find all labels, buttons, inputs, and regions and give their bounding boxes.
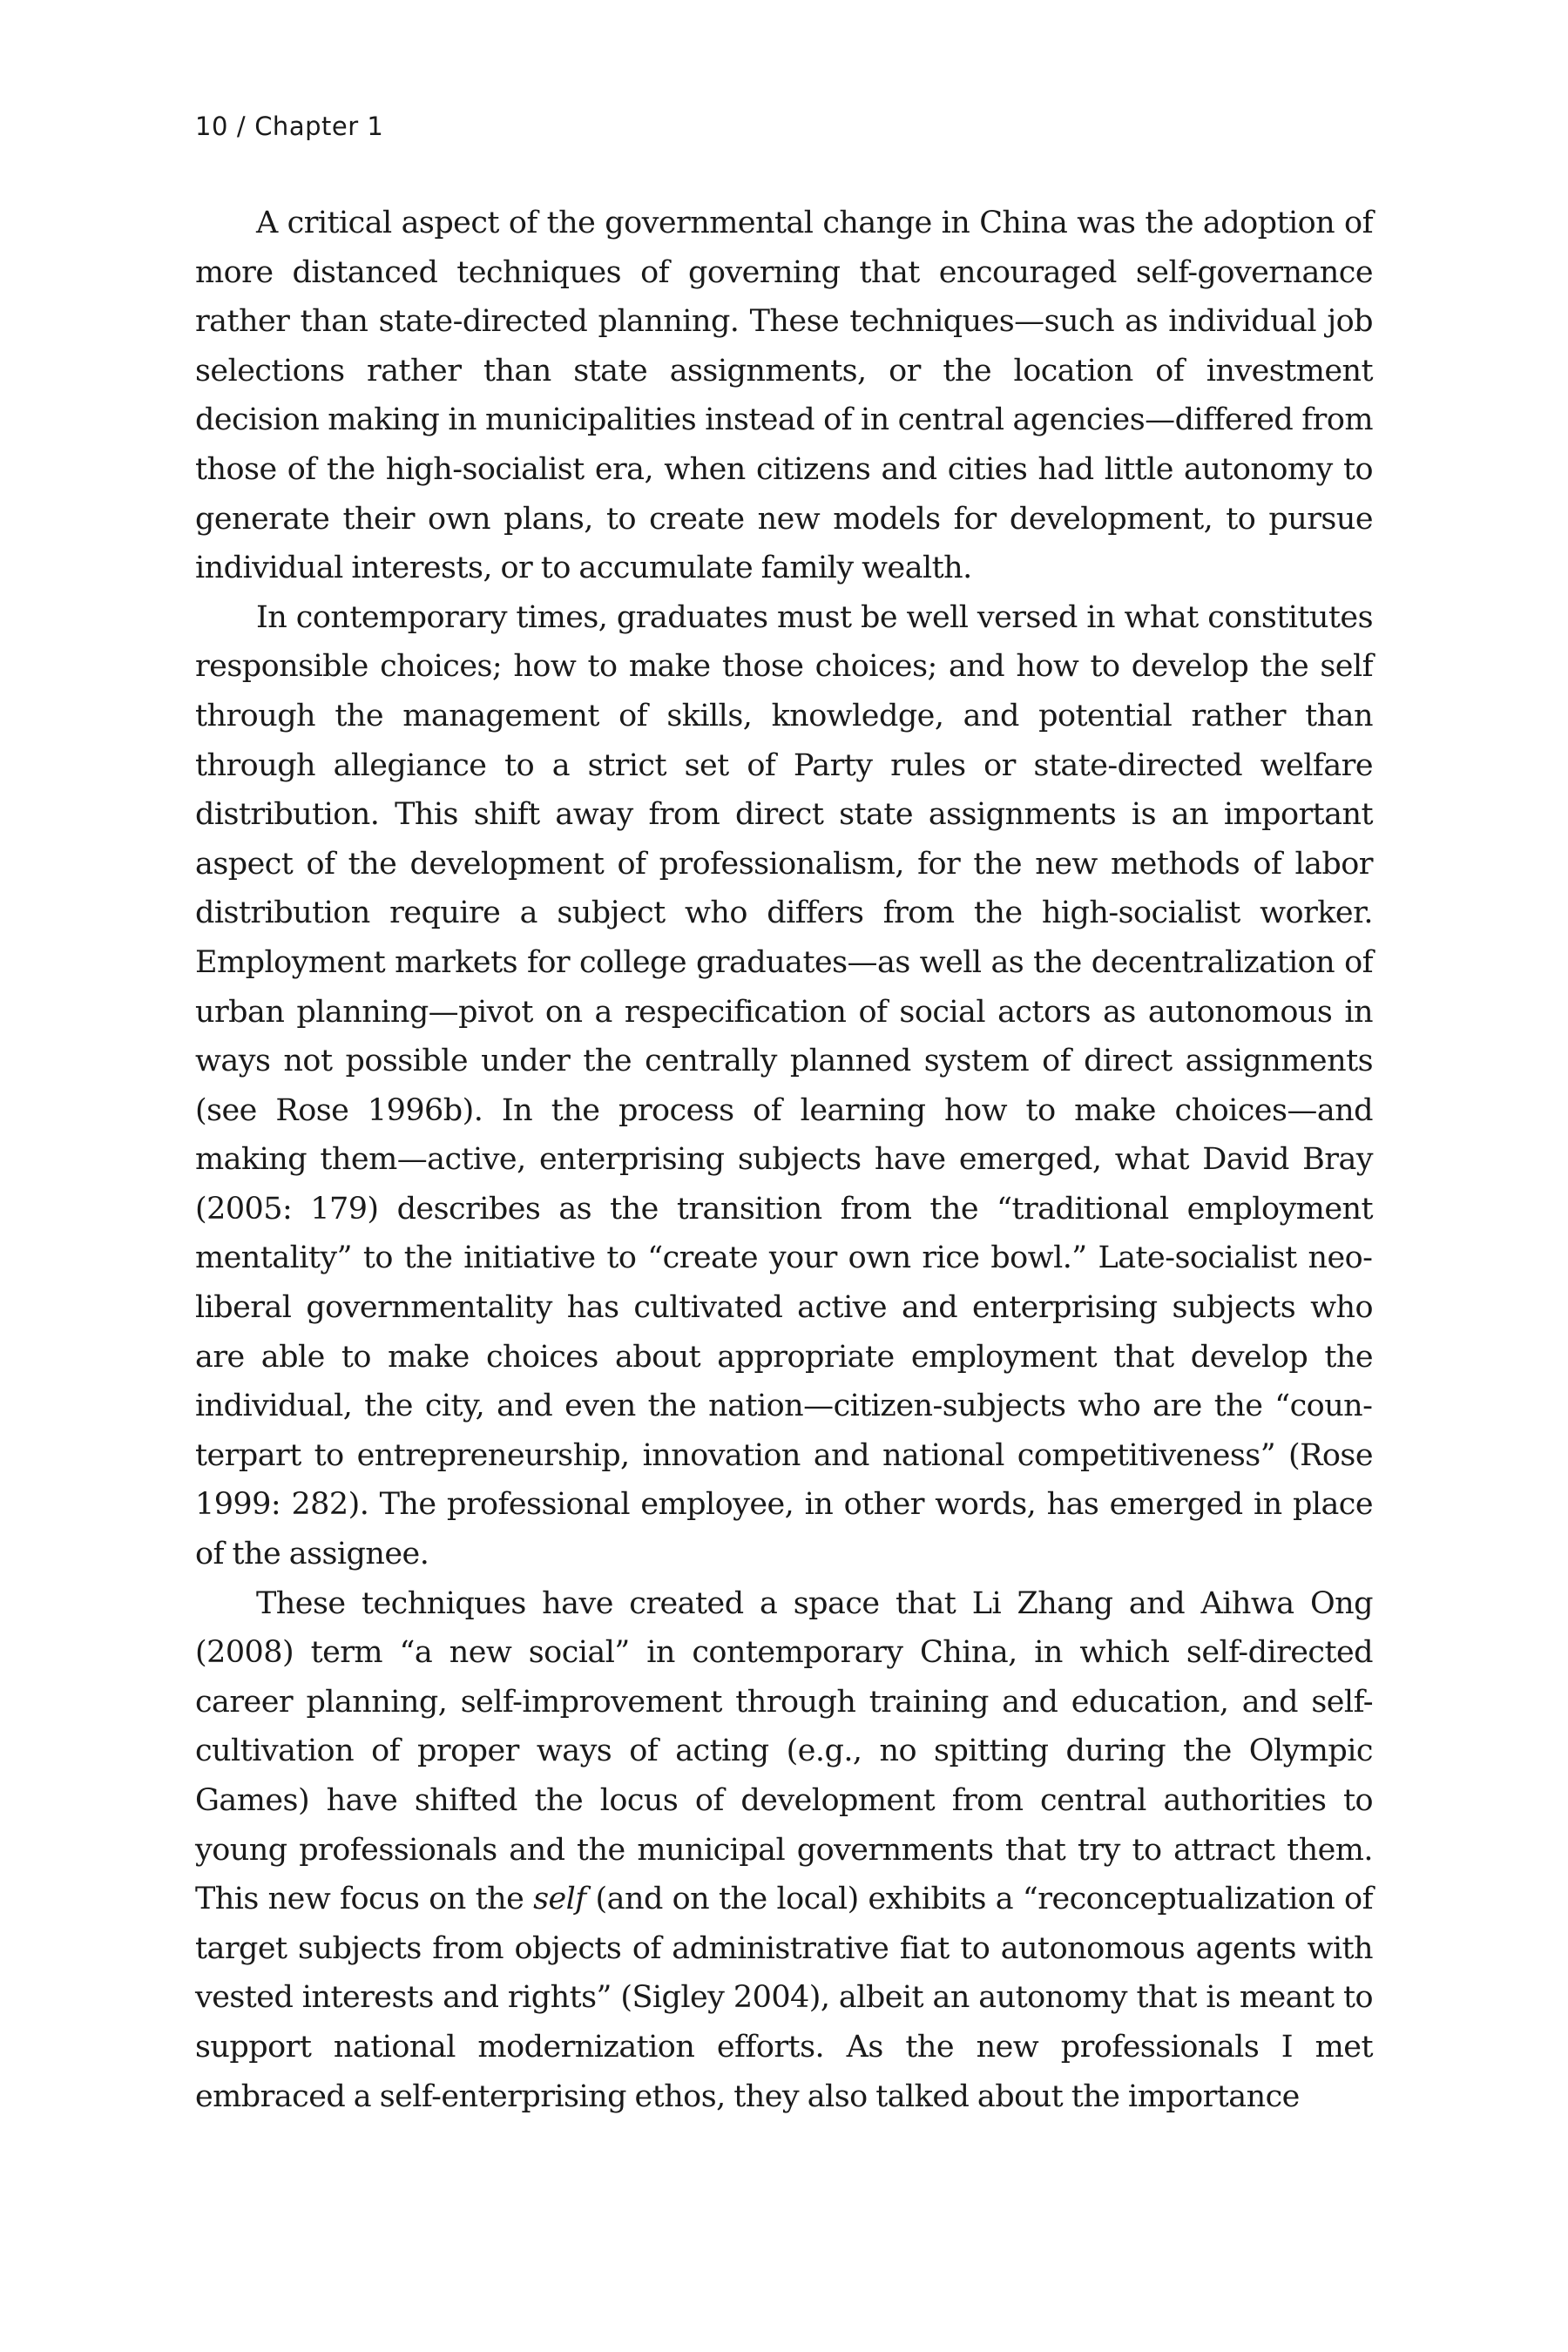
italic-self: self (533, 1882, 586, 1917)
paragraph-3 (195, 1579, 1373, 2122)
chapter-label: Chapter 1 (254, 112, 384, 141)
paragraph-1: A critical aspect of the governmental change in China was the adoption of more distanced techniques of governing that encouraged self-governance rather than state-directed planning. These techniques—such as individual job selections rather than state assignments, or the location of investment decision making in municipalities instead of in central agencies—differed from those of the high-socialist era, when citizens and cities had little autonomy to generate their own plans, to create new models for development, to pursue individual interests, or to accumulate family wealth. (195, 206, 1373, 586)
paragraph-3-text-before: These techniques have created a space that Li Zhang and Aihwa Ong (2008) term “a new social” in contemporary China, in which self-directed career planning, self-improvement through training and education, and self-cultivation of proper ways of acting (e.g., no spitting during the Olympic Games) have shifted the locus of development from central authorities to young professionals and the municipal governments that try to attract them. This new focus on the (195, 1585, 1373, 1917)
paragraph-3-text-after: (and on the local) exhibits a “reconceptualization of target subjects from objects of administrative fiat to autonomous agents with vested interests and rights” (Sigley 2004), albeit an autonomy that is meant to support national modernization efforts. As the new professionals I met embraced a self-enterprising ethos, they also talked about the importance (195, 1882, 1373, 2114)
body-text (195, 199, 1373, 2121)
page-number: 10 (195, 112, 228, 141)
header-separator: / (236, 112, 247, 141)
paragraph-2: In contemporary times, graduates must be well versed in what constitutes responsible choices; how to make those choices; and how to develop the self through the management of skills, knowledge, and potential rather than through allegiance to a strict set of Party rules or state-directed welfare distribution. This shift away from direct state assignments is an important aspect of the development of professionalism, for the new methods of labor distribution require a subject who differs from the high-socialist worker. Employment markets for college graduates—as well as the decentralization of urban planning—pivot on a respecification of social actors as autonomous in ways not possible under the centrally planned system of direct assignments (see Rose 1996b). In the process of learning how to make choices—and making them—active, enterprising subjects have emerged, what David Bray (2005: 179) describes as the transition from the “traditional employment mentality” to the initiative to “create your own rice bowl.” Late-socialist neoliberal governmentality has cultivated active and enterprising subjects who are able to make choices about appropriate employment that develop the individual, the city, and even the nation—citizen-subjects who are the “counterpart to entrepreneurship, innovation and national competitiveness” (Rose 1999: 282). The professional employee, in other words, has emerged in place of the assignee. (195, 599, 1373, 1572)
running-head (195, 112, 383, 141)
